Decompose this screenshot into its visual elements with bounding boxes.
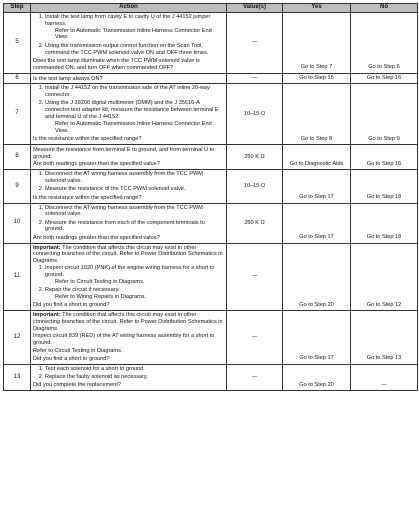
action-question: Is the resistance within the specified range? bbox=[33, 136, 142, 142]
action-item-text: Measure the resistance from each of the component terminals to ground. bbox=[45, 219, 205, 233]
action-list bbox=[33, 366, 224, 381]
action-item-text: Replace the faulty solenoid as necessary. bbox=[45, 373, 148, 380]
action-item bbox=[45, 43, 224, 57]
value-cell: 250 K Ω bbox=[227, 144, 283, 169]
action-cell bbox=[31, 84, 227, 145]
action-item-subtext: Refer to Automatic Transmission Inline Harness Connector End View. bbox=[55, 27, 212, 41]
no-cell: Go to Step 18 bbox=[351, 203, 418, 243]
table-row bbox=[4, 310, 418, 364]
action-cell bbox=[31, 310, 227, 364]
action-item-text: Measure the resistance of the TCC PWM solenoid valve. bbox=[45, 186, 186, 193]
yes-cell: Go to Step 20 bbox=[283, 243, 351, 310]
table-row bbox=[4, 73, 418, 84]
step-number: 11 bbox=[4, 243, 31, 310]
no-cell: — bbox=[351, 364, 418, 390]
action-list bbox=[33, 14, 224, 56]
table-row bbox=[4, 364, 418, 390]
action-item-text: Using the J 39200 digital multimeter (DMM) and the J 35616-A connector test adapter kit, measure the resistance between terminal E and terminal U of the J 44152. bbox=[45, 100, 219, 121]
header-values: Value(s) bbox=[227, 4, 283, 13]
table-row bbox=[4, 243, 418, 310]
step-number: 13 bbox=[4, 364, 31, 390]
step-number: 12 bbox=[4, 310, 31, 364]
action-question: Are both readings greater than the specified value? bbox=[33, 234, 160, 241]
yes-cell: Go to Step 17 bbox=[283, 310, 351, 364]
action-cell bbox=[31, 144, 227, 169]
action-question: Did you find a short to ground? bbox=[33, 302, 110, 309]
important-text: The condition that affects this circuit may exist in other connecting branches of the circuit. Refer to Power Distribution Schematics in Diagrams. bbox=[33, 311, 223, 332]
action-item-text: Test each solenoid for a short to ground. bbox=[45, 365, 145, 372]
action-question: Are both readings greater than the specified value? bbox=[33, 161, 160, 168]
value-cell: 10–15 Ω bbox=[227, 84, 283, 145]
action-item bbox=[45, 374, 224, 381]
action-question: Did you find a short to ground? bbox=[33, 355, 110, 362]
header-yes: Yes bbox=[283, 4, 351, 13]
action-cell bbox=[31, 364, 227, 390]
action-question: Is the resistance within the specified range? bbox=[33, 194, 142, 201]
yes-cell: Go to Step 17 bbox=[283, 203, 351, 243]
action-item bbox=[45, 14, 224, 41]
important-note bbox=[33, 245, 223, 265]
yes-cell: Go to Step 7 bbox=[283, 13, 351, 74]
action-subtext: Refer to Circuit Testing in Diagrams. bbox=[33, 347, 123, 354]
action-item bbox=[45, 100, 224, 134]
step-number: 9 bbox=[4, 170, 31, 203]
yes-cell: Go to Step 8 bbox=[283, 84, 351, 145]
action-cell bbox=[31, 73, 227, 84]
value-cell: — bbox=[227, 243, 283, 310]
no-cell: Go to Step 6 bbox=[351, 13, 418, 74]
action-list bbox=[33, 85, 224, 134]
action-cell bbox=[31, 203, 227, 243]
action-cell bbox=[31, 243, 227, 310]
action-item-text: Repair the circuit if necessary. bbox=[45, 286, 120, 293]
no-cell: Go to Step 16 bbox=[351, 144, 418, 169]
step-number: 8 bbox=[4, 144, 31, 169]
action-item bbox=[45, 220, 224, 234]
no-cell: Go to Step 12 bbox=[351, 243, 418, 310]
action-item bbox=[45, 287, 224, 301]
action-item bbox=[45, 366, 224, 373]
header-action: Action bbox=[31, 4, 227, 13]
header-no: No bbox=[351, 4, 418, 13]
action-item-subtext: Refer to Circuit Testing in Diagrams. bbox=[55, 278, 145, 285]
action-item bbox=[45, 171, 224, 185]
yes-cell: Go to Diagnostic Aids bbox=[283, 144, 351, 169]
action-item bbox=[45, 265, 224, 285]
value-cell: — bbox=[227, 364, 283, 390]
action-item bbox=[45, 85, 224, 99]
action-item-text: Inspect circuit 1020 (PNK) of the engine wiring harness for a short to ground. bbox=[45, 265, 215, 278]
action-question: Does the test lamp illuminate when the TCC PWM solenoid valve is commanded ON, and turn OFF when commanded OFF? bbox=[33, 57, 200, 71]
value-cell: — bbox=[227, 310, 283, 364]
no-cell: Go to Step 13 bbox=[351, 310, 418, 364]
action-text: Measure the resistance from terminal E to ground, and from terminal U to ground. bbox=[33, 146, 215, 160]
yes-cell: Go to Step 15 bbox=[283, 73, 351, 84]
header-step: Step bbox=[4, 4, 31, 13]
action-item bbox=[45, 205, 224, 219]
table-row bbox=[4, 203, 418, 243]
yes-cell: Go to Step 17 bbox=[283, 170, 351, 203]
important-note bbox=[33, 312, 223, 332]
action-item bbox=[45, 186, 224, 193]
action-text: Inspect circuit 839 (RED) of the AT wiring harness assembly for a short to ground. bbox=[33, 333, 215, 347]
action-item-text: Using the transmission output control function on the Scan Tool, command the TCC PWM solenoid valve ON and OFF three times. bbox=[45, 42, 209, 56]
no-cell: Go to Step 9 bbox=[351, 84, 418, 145]
action-list bbox=[33, 205, 224, 234]
action-item-text: Disconnect the AT wiring harness assembly from the TCC PWM solenoid valve. bbox=[45, 171, 203, 185]
action-item-text: Install the test lamp from cavity E to cavity U of the J 44152 jumper harness. bbox=[45, 14, 211, 27]
action-question: Did you complete the replacement? bbox=[33, 382, 121, 389]
table-row bbox=[4, 13, 418, 74]
action-question: Is the test lamp always ON? bbox=[33, 75, 103, 82]
important-label: Important: bbox=[33, 311, 61, 318]
step-number: 7 bbox=[4, 84, 31, 145]
step-number: 10 bbox=[4, 203, 31, 243]
action-list bbox=[33, 171, 224, 193]
table-row bbox=[4, 144, 418, 169]
value-cell: 10–15 Ω bbox=[227, 170, 283, 203]
header-row bbox=[4, 4, 418, 13]
important-text: The condition that affects this circuit may exist in other connecting branches of the circuit. Refer to Power Distribution Schematics in Diagrams. bbox=[33, 244, 223, 265]
value-cell: 250 K Ω bbox=[227, 203, 283, 243]
action-cell bbox=[31, 170, 227, 203]
no-cell: Go to Step 18 bbox=[351, 170, 418, 203]
step-number: 6 bbox=[4, 73, 31, 84]
diagnostic-table bbox=[3, 3, 418, 391]
important-label: Important: bbox=[33, 244, 61, 251]
action-cell bbox=[31, 13, 227, 74]
step-number: 5 bbox=[4, 13, 31, 74]
value-cell: — bbox=[227, 13, 283, 74]
action-item-subtext: Refer to Automatic Transmission Inline Harness Connector End View. bbox=[55, 120, 212, 134]
action-list bbox=[33, 265, 224, 301]
no-cell: Go to Step 16 bbox=[351, 73, 418, 84]
action-item-text: Disconnect the AT wiring harness assembly from the TCC PWM solenoid valve. bbox=[45, 204, 203, 218]
value-cell: — bbox=[227, 73, 283, 84]
yes-cell: Go to Step 20 bbox=[283, 364, 351, 390]
action-item-text: Install the J 44152 on the transmission side of the AT inline 20-way connector. bbox=[45, 85, 210, 99]
table-row bbox=[4, 170, 418, 203]
table-row bbox=[4, 84, 418, 145]
action-item-subtext: Refer to Wiring Repairs in Diagrams. bbox=[55, 293, 147, 300]
